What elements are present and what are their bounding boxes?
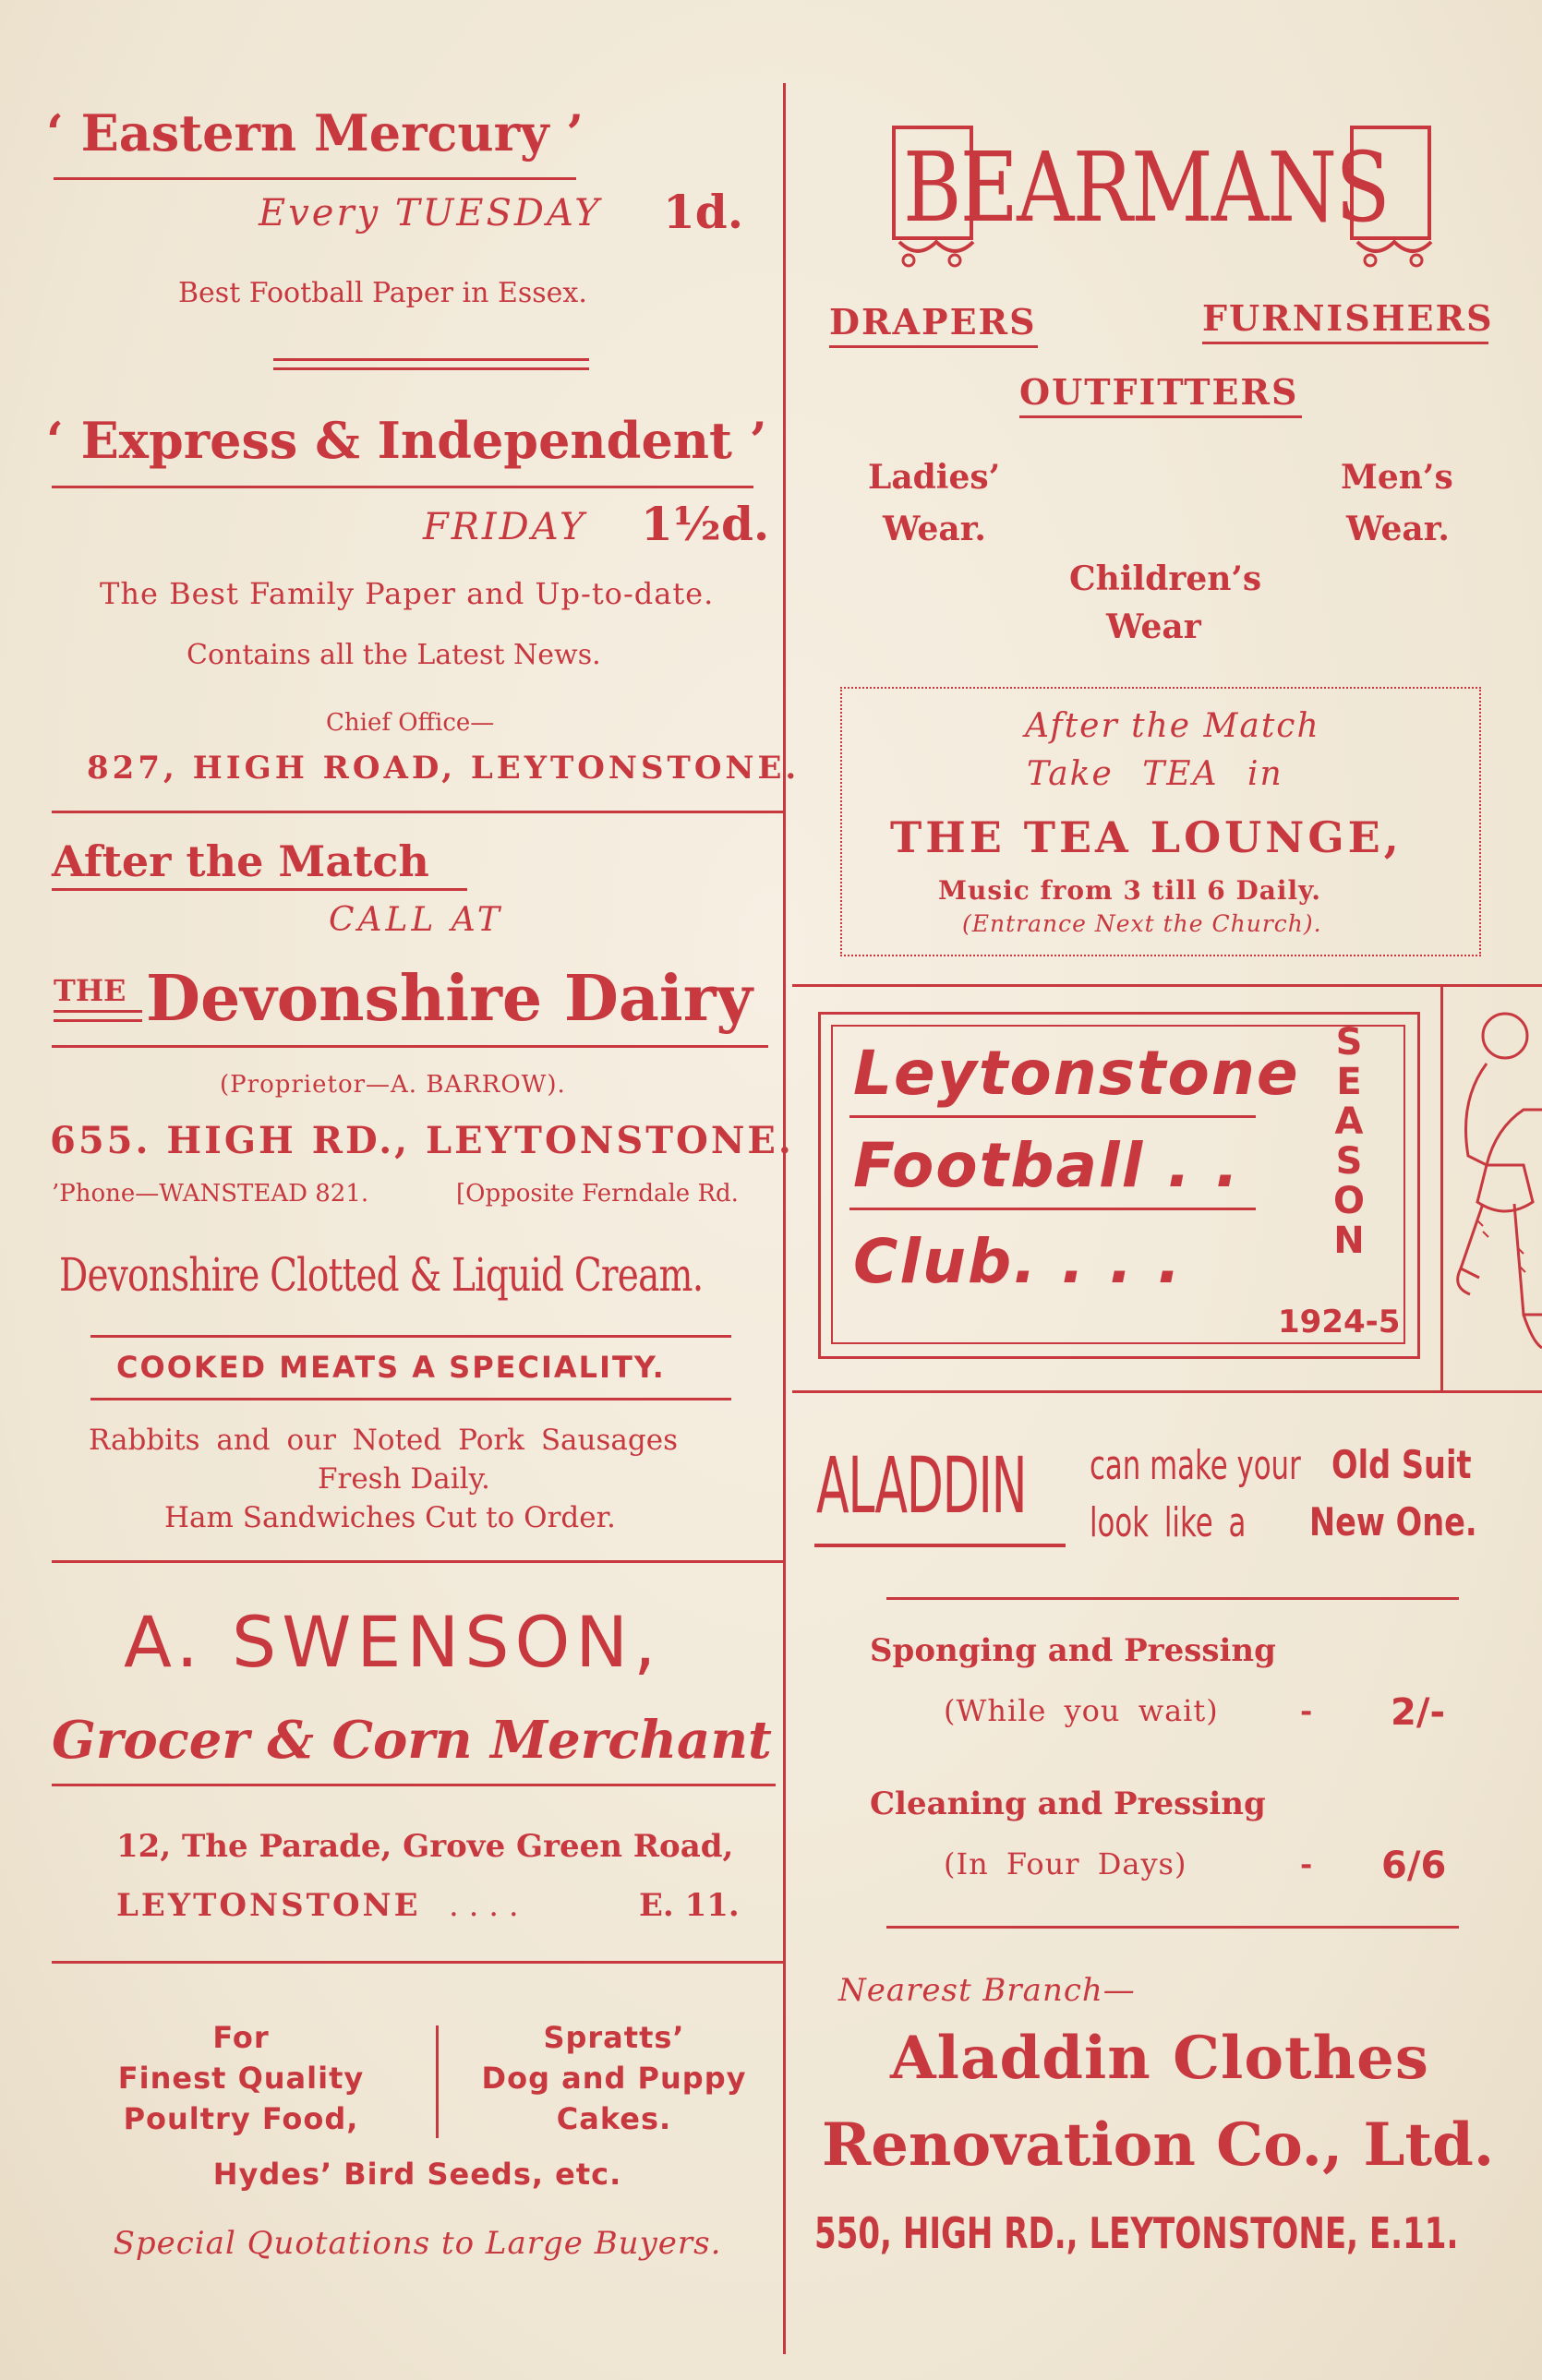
- dairy-phone: ’Phone—WANSTEAD 821.: [52, 1180, 369, 1208]
- dairy-bottom-rule: [52, 1560, 783, 1563]
- dairy-the: THE: [54, 973, 126, 1008]
- mercury-day: Every TUESDAY: [259, 192, 602, 234]
- bearmans-mens-1: Men’s: [1341, 458, 1453, 497]
- tea-entrance: (Entrance Next the Church).: [962, 910, 1322, 937]
- aladdin-slogan-1a: can make your: [1090, 1442, 1301, 1489]
- swenson-vertical-rule: [436, 2025, 439, 2138]
- tea-music: Music from 3 till 6 Daily.: [938, 875, 1321, 906]
- tea-after-match: After the Match: [1025, 707, 1320, 745]
- swenson-for: For: [212, 2020, 270, 2055]
- aladdin-cleaning-dash: -: [1300, 1846, 1313, 1881]
- dairy-address: 655. HIGH RD., LEYTONSTONE.: [50, 1119, 794, 1162]
- swenson-address-town: LEYTONSTONE: [116, 1887, 421, 1924]
- dairy-meats: COOKED MEATS A SPECIALITY.: [116, 1350, 666, 1385]
- mercury-double-rule-2: [273, 367, 589, 370]
- season-letter-o: O: [1332, 1180, 1365, 1222]
- swenson-trade-rule: [52, 1784, 776, 1786]
- swenson-spratts-3: Cakes.: [556, 2101, 672, 2136]
- swenson-quality-1: Finest Quality: [117, 2061, 365, 2096]
- dairy-name-rule: [52, 1045, 768, 1048]
- aladdin-address: 550, HIGH RD., LEYTONSTONE, E.11.: [814, 2208, 1459, 2258]
- aladdin-nearest: Nearest Branch—: [838, 1972, 1136, 2009]
- express-price: 1½d.: [641, 497, 770, 551]
- swenson-address-code: E. 11.: [639, 1887, 740, 1924]
- aladdin-name: ALADDIN: [816, 1440, 1027, 1531]
- bearmans-furnishers: FURNISHERS: [1202, 297, 1494, 339]
- aladdin-slogan-2a: look like a: [1090, 1499, 1247, 1546]
- mercury-title: ‘ Eastern Mercury ’: [46, 103, 584, 162]
- swenson-name: A. SWENSON,: [124, 1601, 662, 1683]
- dairy-rabbits-1: Rabbits and our Noted Pork Sausages: [89, 1424, 678, 1457]
- club-line-2-rule: [849, 1208, 1256, 1210]
- aladdin-company-1: Aladdin Clothes: [890, 2024, 1429, 2093]
- swenson-spratts-2: Dog and Puppy: [481, 2061, 747, 2096]
- aladdin-top-rule: [886, 1597, 1459, 1600]
- dairy-opposite: [Opposite Ferndale Rd.: [456, 1180, 739, 1208]
- club-line-3: Club. . . .: [853, 1226, 1183, 1297]
- aladdin-company-2: Renovation Co., Ltd.: [822, 2110, 1495, 2180]
- aladdin-sponging-price: 2/-: [1391, 1691, 1446, 1734]
- bearmans-children-1: Children’s: [1069, 559, 1262, 598]
- swenson-trade: Grocer & Corn Merchant: [52, 1710, 772, 1771]
- dairy-call-at: CALL AT: [329, 901, 503, 939]
- aladdin-slogan-2b: New One.: [1309, 1499, 1477, 1545]
- swenson-hydes: Hydes’ Bird Seeds, etc.: [212, 2157, 622, 2192]
- bearmans-ladies-2: Wear.: [883, 510, 986, 548]
- swenson-address-1: 12, The Parade, Grove Green Road,: [116, 1828, 734, 1865]
- dairy-proprietor: (Proprietor—A. BARROW).: [220, 1071, 566, 1099]
- dairy-name: Devonshire Dairy: [146, 962, 753, 1036]
- bearmans-ladies-1: Ladies’: [868, 458, 1001, 497]
- season-letter-s1: S: [1335, 1021, 1363, 1064]
- bearmans-logo-text: BEARMANS: [903, 131, 1389, 244]
- dairy-after-match: After the Match: [52, 836, 429, 886]
- bearmans-children-2: Wear: [1106, 607, 1201, 646]
- aladdin-cleaning-note: (In Four Days): [944, 1846, 1187, 1881]
- aladdin-slogan-1b: Old Suit: [1331, 1442, 1472, 1487]
- season-letter-n: N: [1333, 1220, 1365, 1262]
- mercury-tagline: Best Football Paper in Essex.: [178, 277, 587, 309]
- club-line-1: Leytonstone: [853, 1038, 1300, 1109]
- center-divider: [783, 83, 786, 2354]
- dairy-cream: Devonshire Clotted & Liquid Cream.: [59, 1248, 704, 1302]
- express-title-rule: [52, 486, 753, 488]
- mercury-title-rule: [54, 177, 576, 180]
- aladdin-sponging-note: (While you wait): [944, 1693, 1219, 1728]
- dairy-after-rule: [52, 888, 467, 891]
- club-season-vertical: [1322, 1023, 1376, 1261]
- club-line-2: Football . .: [853, 1130, 1241, 1201]
- tea-take: Take TEA in: [1027, 755, 1283, 793]
- swenson-quotations: Special Quotations to Large Buyers.: [113, 2225, 722, 2262]
- season-letter-s2: S: [1335, 1140, 1363, 1183]
- bearmans-drapers-rule: [829, 345, 1038, 348]
- aladdin-cleaning-price: 6/6: [1381, 1845, 1447, 1887]
- bearmans-outfitters-rule: [1019, 415, 1302, 418]
- bearmans-drapers: DRAPERS: [829, 301, 1037, 343]
- aladdin-cleaning: Cleaning and Pressing: [870, 1785, 1266, 1822]
- club-line-1-rule: [849, 1115, 1256, 1118]
- dairy-rabbits-3: Ham Sandwiches Cut to Order.: [164, 1501, 616, 1534]
- bearmans-outfitters: OUTFITTERS: [1019, 371, 1299, 413]
- bearmans-furnishers-rule: [1202, 342, 1488, 344]
- express-office-address: 827, HIGH ROAD, LEYTONSTONE.: [87, 750, 801, 787]
- swenson-quality-2: Poultry Food,: [123, 2101, 359, 2136]
- bearmans-mens-2: Wear.: [1346, 510, 1450, 548]
- dairy-meats-rule: [90, 1398, 731, 1400]
- dairy-rabbits-2: Fresh Daily.: [318, 1462, 490, 1496]
- tea-lounge-name: THE TEA LOUNGE,: [890, 812, 1403, 862]
- club-right-divider: [1440, 984, 1443, 1390]
- bearmans-logo: [890, 124, 1439, 271]
- mercury-double-rule-1: [273, 358, 589, 361]
- swenson-mid-rule: [52, 1961, 783, 1964]
- dairy-cream-rule: [90, 1335, 731, 1338]
- footballer-icon: [1450, 990, 1542, 1396]
- aladdin-name-rule: [814, 1544, 1066, 1547]
- express-office-label: Chief Office—: [326, 709, 495, 737]
- bearmans-bottom-rule: [792, 984, 1542, 987]
- club-season-year: 1924-5: [1278, 1304, 1401, 1340]
- aladdin-sponging: Sponging and Pressing: [870, 1632, 1276, 1669]
- express-title: ‘ Express & Independent ’: [46, 411, 767, 470]
- dairy-the-rule-2: [54, 1019, 142, 1022]
- express-day: FRIDAY: [423, 506, 587, 548]
- mercury-price: 1d.: [663, 185, 744, 239]
- express-line1: The Best Family Paper and Up-to-date.: [100, 576, 715, 611]
- swenson-address-dots: . . . .: [449, 1887, 519, 1924]
- swenson-spratts-1: Spratts’: [543, 2020, 685, 2055]
- season-letter-a: A: [1334, 1100, 1364, 1143]
- aladdin-mid-rule: [886, 1926, 1459, 1929]
- season-letter-e: E: [1336, 1061, 1362, 1103]
- club-bottom-rule: [792, 1390, 1542, 1393]
- aladdin-sponging-dash: -: [1300, 1693, 1313, 1728]
- dairy-the-rule: [54, 1010, 142, 1013]
- express-bottom-rule: [52, 811, 783, 813]
- express-line2: Contains all the Latest News.: [187, 639, 601, 671]
- footballer-illustration: [1450, 990, 1542, 1396]
